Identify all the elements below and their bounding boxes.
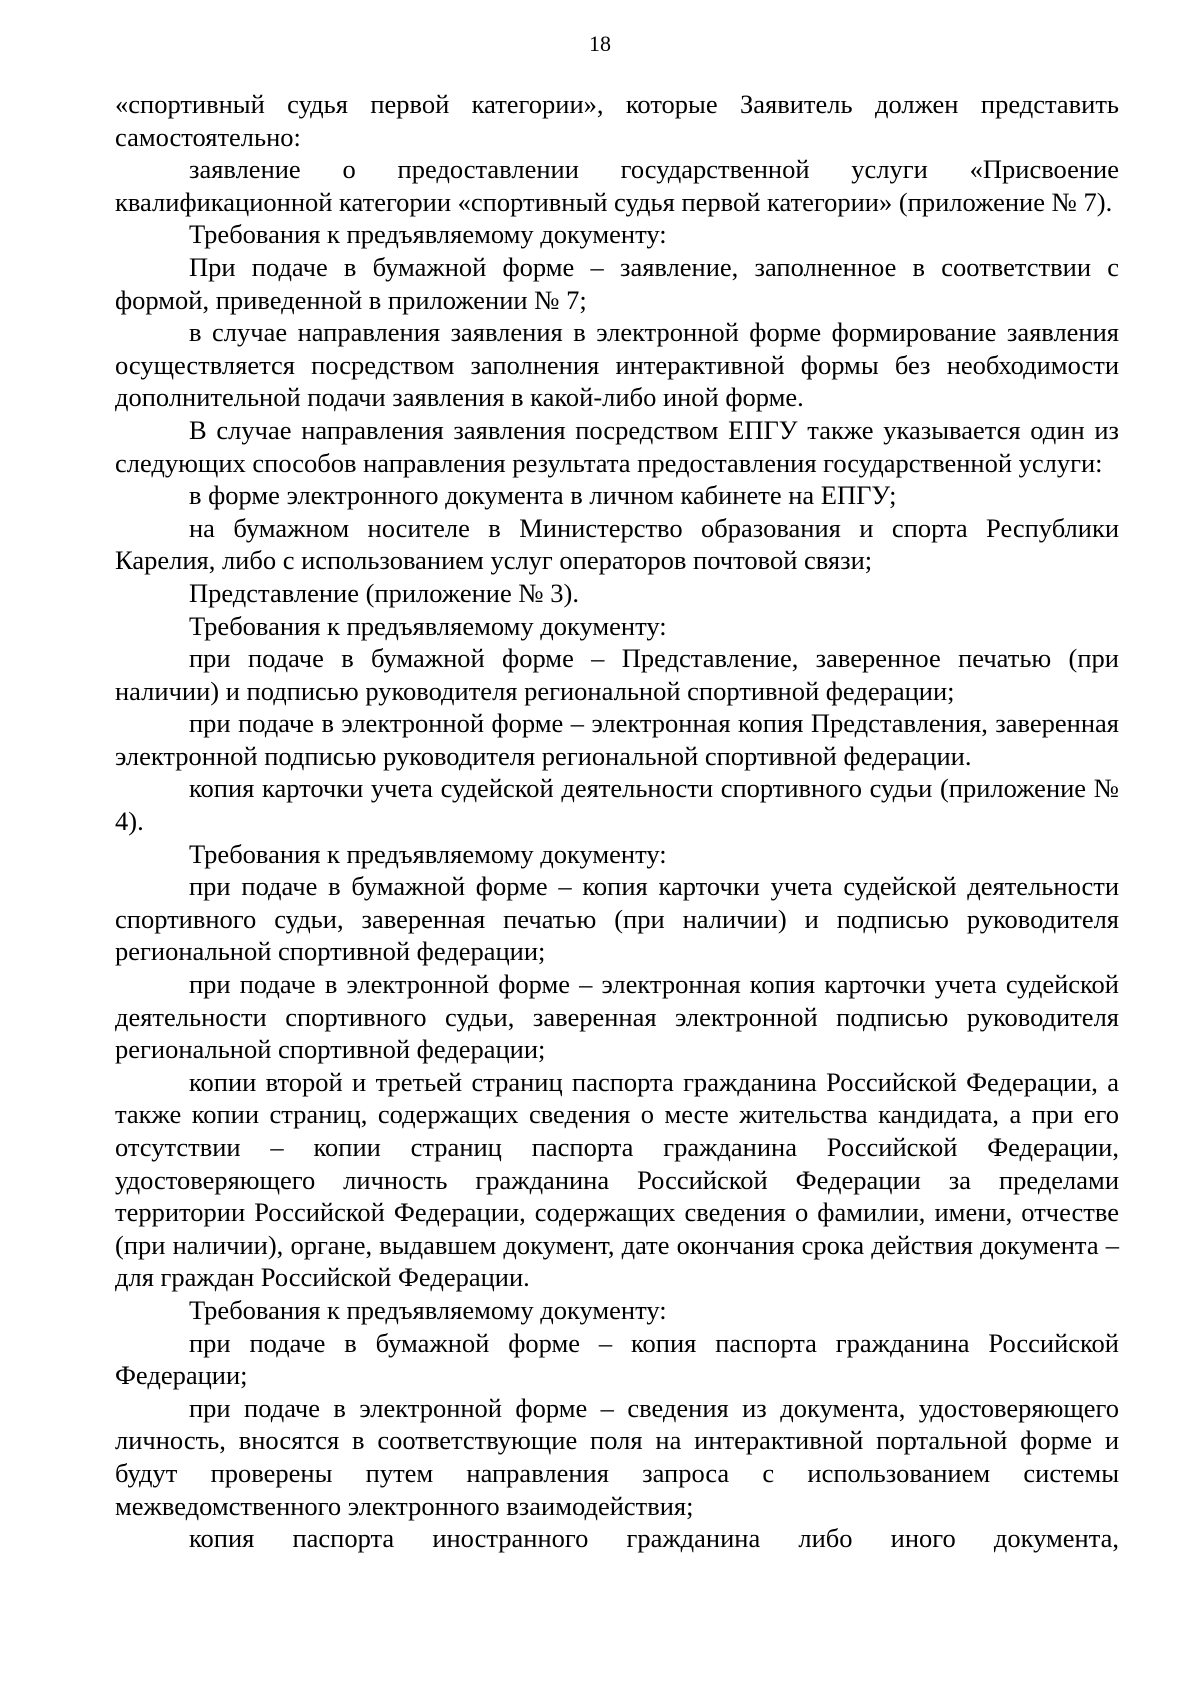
paragraph: Представление (приложение № 3). xyxy=(189,577,579,608)
paragraph: Требования к предъявляемому документу: xyxy=(189,838,667,869)
paragraph: копии второй и третьей страниц паспорта гражданина Российской Федерации, а также копии страниц, содержащих сведения о месте жительства кандидата, а при его отсутствии – копии страниц паспорта гражданина Российской Федерации, удостоверяющего личность гражданина Российской Федерации за пределами территории Российской Федерации, содержащих сведения о фамилии, имени, отчестве (при наличии), органе, выдавшем документ, дате окончания срока действия документа – для граждан Российской Федерации. xyxy=(115,1066,1119,1293)
paragraph: при подаче в электронной форме – сведения из документа, удостоверяющего личность, вносятся в соответствующие поля на интерактивной портальной форме и будут проверены путем направления запроса с использованием системы межведомственного электронного взаимодействия; xyxy=(115,1392,1119,1521)
paragraph: при подаче в бумажной форме – копия паспорта гражданина Российской Федерации; xyxy=(115,1327,1119,1391)
page-number: 18 xyxy=(589,31,611,56)
paragraph: При подаче в бумажной форме – заявление, заполненное в соответствии с формой, приведенной в приложении № 7; xyxy=(115,251,1119,315)
document-body xyxy=(115,88,1119,1555)
paragraph: заявление о предоставлении государственной услуги «Присвоение квалификационной категории «спортивный судья первой категории» (приложение № 7). xyxy=(115,154,1119,217)
paragraph: при подаче в бумажной форме – копия карточки учета судейской деятельности спортивного судьи, заверенная печатью (при наличии) и подписью руководителя региональной спортивной федерации; xyxy=(115,871,1119,967)
paragraph: при подаче в электронной форме – электронная копия Представления, заверенная электронной подписью руководителя региональной спортивной федерации. xyxy=(115,708,1119,771)
paragraph: Требования к предъявляемому документу: xyxy=(189,1294,667,1325)
paragraph: копия карточки учета судейской деятельности спортивного судьи (приложение № 4). xyxy=(115,773,1119,837)
paragraph: копия паспорта иностранного гражданина либо иного документа, xyxy=(189,1523,1119,1554)
paragraph: Требования к предъявляемому документу: xyxy=(189,610,667,641)
paragraph: при подаче в бумажной форме – Представление, заверенное печатью (при наличии) и подписью руководителя региональной спортивной федерации; xyxy=(115,643,1119,706)
paragraph: Требования к предъявляемому документу: xyxy=(189,219,667,250)
paragraph: в форме электронного документа в личном кабинете на ЕПГУ; xyxy=(189,480,897,511)
paragraph: В случае направления заявления посредством ЕПГУ также указывается один из следующих способов направления результата предоставления государственной услуги: xyxy=(115,414,1119,478)
paragraph: на бумажном носителе в Министерство образования и спорта Республики Карелия, либо с использованием услуг операторов почтовой связи; xyxy=(115,512,1119,576)
paragraph: в случае направления заявления в электронной форме формирование заявления осуществляется посредством заполнения интерактивной формы без необходимости дополнительной подачи заявления в какой-либо иной форме. xyxy=(115,317,1119,413)
paragraph: при подаче в электронной форме – электронная копия карточки учета судейской деятельности спортивного судьи, заверенная электронной подписью руководителя региональной спортивной федерации; xyxy=(115,969,1119,1065)
paragraph: «спортивный судья первой категории», которые Заявитель должен представить самостоятельно: xyxy=(115,89,1119,152)
